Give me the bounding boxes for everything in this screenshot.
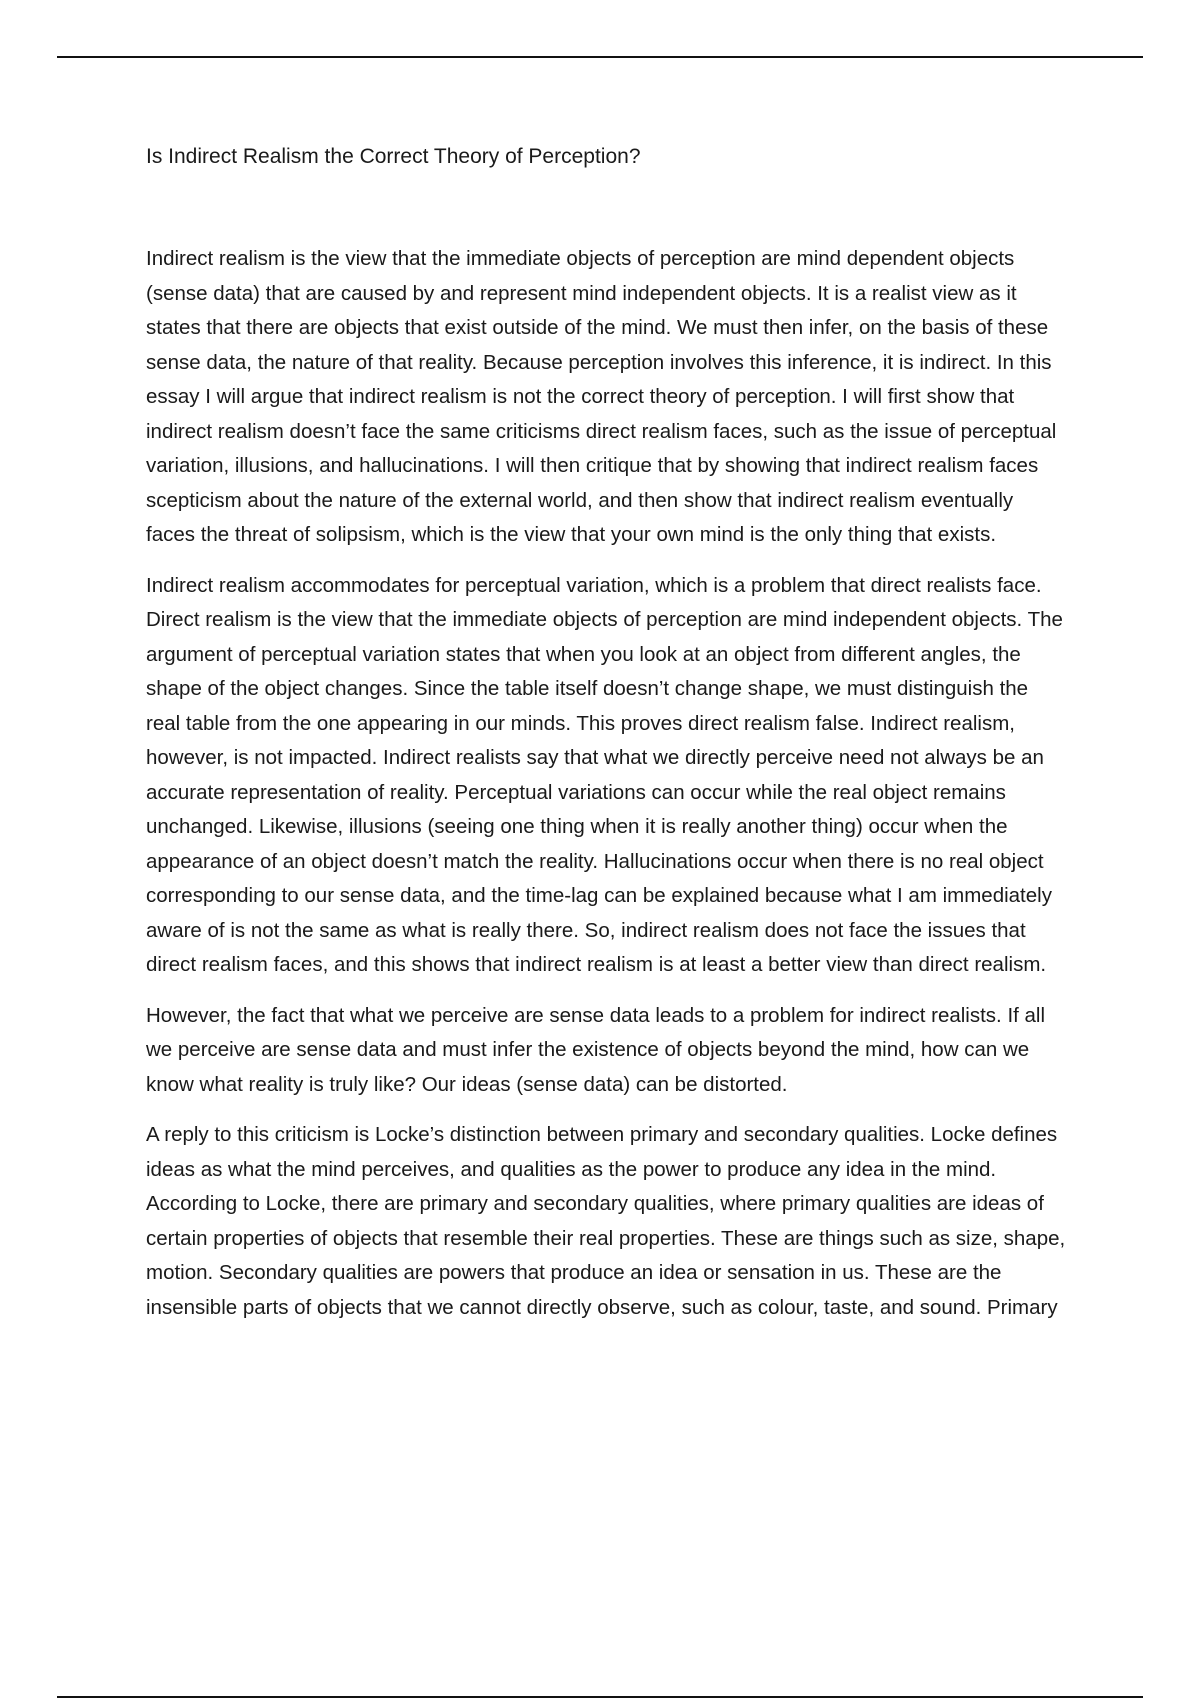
header-rule xyxy=(57,56,1143,58)
paragraph-4: A reply to this criticism is Locke’s distinction between primary and secondary qualities. Locke defines ideas as what the mind perceives, and qualities as the power to produce any idea in the mind. According to Locke, there are primary and secondary qualities, where primary qualities are ideas of certain properties of objects that resemble their real properties. These are things such as size, shape, motion. Secondary qualities are powers that produce an idea or sensation in us. These are the insensible parts of objects that we cannot directly observe, such as colour, taste, and sound. Primary xyxy=(146,1123,1066,1319)
document-body xyxy=(146,140,1066,1341)
document-title: Is Indirect Realism the Correct Theory of Perception? xyxy=(146,145,641,168)
paragraph-2: Indirect realism accommodates for perceptual variation, which is a problem that direct realists face. Direct realism is the view that the immediate objects of perception are mind independent objects. The argument of perceptual variation states that when you look at an object from different angles, the shape of the object changes. Since the table itself doesn’t change shape, we must distinguish the real table from the one appearing in our minds. This proves direct realism false. Indirect realism, however, is not impacted. Indirect realists say that what we directly perceive need not always be an accurate representation of reality. Perceptual variations can occur while the real object remains unchanged. Likewise, illusions (seeing one thing when it is really another thing) occur when the appearance of an object doesn’t match the reality. Hallucinations occur when there is no real object corresponding to our sense data, and the time-lag can be explained because what I am immediately aware of is not the same as what is really there. So, indirect realism does not face the issues that direct realism faces, and this shows that indirect realism is at least a better view than direct realism. xyxy=(146,573,1063,976)
footer-rule xyxy=(57,1696,1143,1698)
paragraph-3: However, the fact that what we perceive are sense data leads to a problem for indirect realists. If all we perceive are sense data and must infer the existence of objects beyond the mind, how can we know what reality is truly like? Our ideas (sense data) can be distorted. xyxy=(146,1003,1046,1096)
paragraph-1: Indirect realism is the view that the immediate objects of perception are mind dependent objects (sense data) that are caused by and represent mind independent objects. It is a realist view as it states that there are objects that exist outside of the mind. We must then infer, on the basis of these sense data, the nature of that reality. Because perception involves this inference, it is indirect. In this essay I will argue that indirect realism is not the correct theory of perception. I will first show that indirect realism doesn’t face the same criticisms direct realism faces, such as the issue of perceptual variation, illusions, and hallucinations. I will then critique that by showing that indirect realism faces scepticism about the nature of the external world, and then show that indirect realism eventually faces the threat of solipsism, which is the view that your own mind is the only thing that exists. xyxy=(146,247,1057,546)
